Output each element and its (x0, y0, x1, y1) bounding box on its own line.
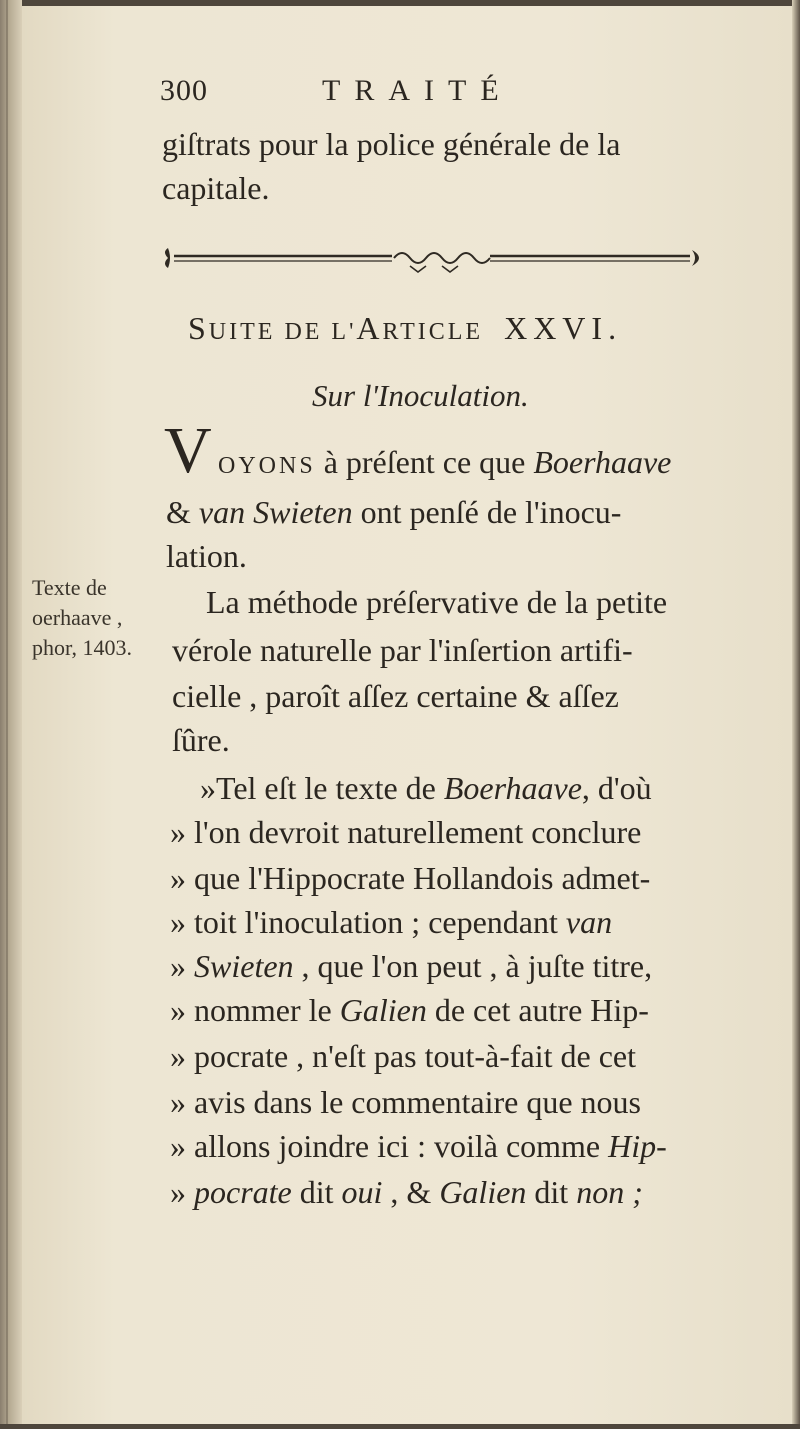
ampersand: & (166, 494, 191, 530)
small-caps-word: OYONS (218, 453, 316, 479)
quote-line-5 (170, 946, 652, 986)
section-title (188, 310, 622, 347)
paragraph-2-line-2: vérole naturelle par l'inſertion artifi- (172, 632, 633, 668)
text-run: » nommer le (170, 992, 340, 1028)
paragraph-1-line-2 (166, 492, 621, 532)
quote-line-9 (170, 1126, 667, 1166)
text-run: ont penſé de l'inocu- (352, 494, 622, 530)
quote-line-4 (170, 902, 612, 942)
continuation-line-2: capitale. (162, 170, 270, 206)
word-non: non ; (576, 1174, 643, 1210)
margin-note-line-1: Texte de (32, 575, 107, 600)
section-subtitle: Sur l'Inoculation. (312, 378, 529, 413)
section-title-rest: UITE DE L' (208, 319, 357, 345)
text-run: » allons joindre ici : voilà comme (170, 1128, 609, 1164)
quote-line-1 (200, 768, 652, 808)
paragraph-2-line-1: La méthode préſervative de la petite (206, 584, 668, 620)
name-hippocrate: pocrate (194, 1174, 292, 1210)
text-run: , d'où (581, 770, 652, 806)
quote-line-7: » pocrate , n'eſt pas tout-à-fait de cet (170, 1038, 636, 1074)
text-run: dit (526, 1174, 577, 1210)
name-boerhaave: Boerhaave (533, 444, 672, 480)
text-run: »Tel eſt le texte de (200, 770, 444, 806)
text-run: , & (382, 1174, 440, 1210)
quote-line-3: » que l'Hippocrate Hollandois admet- (170, 860, 651, 896)
name-van: van (565, 904, 613, 940)
text-run: » (170, 1174, 194, 1210)
book-spine (0, 0, 22, 1429)
name-hippocrate: Hip- (608, 1128, 667, 1164)
name-swieten: Swieten (194, 948, 294, 984)
name-galien: Galien (339, 992, 427, 1028)
section-title-rest-2: RTICLE (382, 319, 484, 345)
continuation-line-1: giſtrats pour la police générale de la (162, 126, 621, 162)
text-run: dit (291, 1174, 342, 1210)
quote-line-6 (170, 990, 649, 1030)
section-title-cap-s: S (188, 310, 209, 346)
name-galien: Galien (439, 1174, 527, 1210)
margin-note-line-3: phor, 1403. (32, 635, 132, 660)
running-title: TRAITÉ (322, 74, 513, 107)
name-boerhaave: Boerhaave (443, 770, 582, 806)
paragraph-1-line-1 (218, 442, 671, 486)
paragraph-1-line-3: lation. (166, 538, 247, 574)
paragraph-2-line-3: cielle , paroît aſſez certaine & aſſez (172, 678, 619, 714)
page-bottom-edge (0, 1424, 800, 1429)
text-run: à préſent ce que (315, 444, 534, 480)
drop-cap: V (164, 414, 212, 487)
margin-note-line-2: oerhaave , (32, 605, 123, 630)
word-oui: oui (341, 1174, 383, 1210)
name-van-swieten: van Swieten (198, 494, 353, 530)
page-right-edge (792, 0, 800, 1429)
quote-line-10 (170, 1172, 643, 1212)
paragraph-2-line-4: ſûre. (172, 722, 230, 758)
text-run: » (170, 948, 194, 984)
section-title-cap-a: A (356, 310, 383, 346)
quote-line-2: » l'on devroit naturellement conclure (170, 814, 642, 850)
section-numeral: XXVI. (504, 310, 623, 346)
ornamental-rule (160, 242, 706, 274)
text-run: » toit l'inoculation ; cependant (170, 904, 566, 940)
quote-line-8: » avis dans le commentaire que nous (170, 1084, 641, 1120)
text-run: , que l'on peut , à juſte titre, (293, 948, 653, 984)
page-number: 300 (160, 74, 208, 107)
text-run: de cet autre Hip- (426, 992, 649, 1028)
